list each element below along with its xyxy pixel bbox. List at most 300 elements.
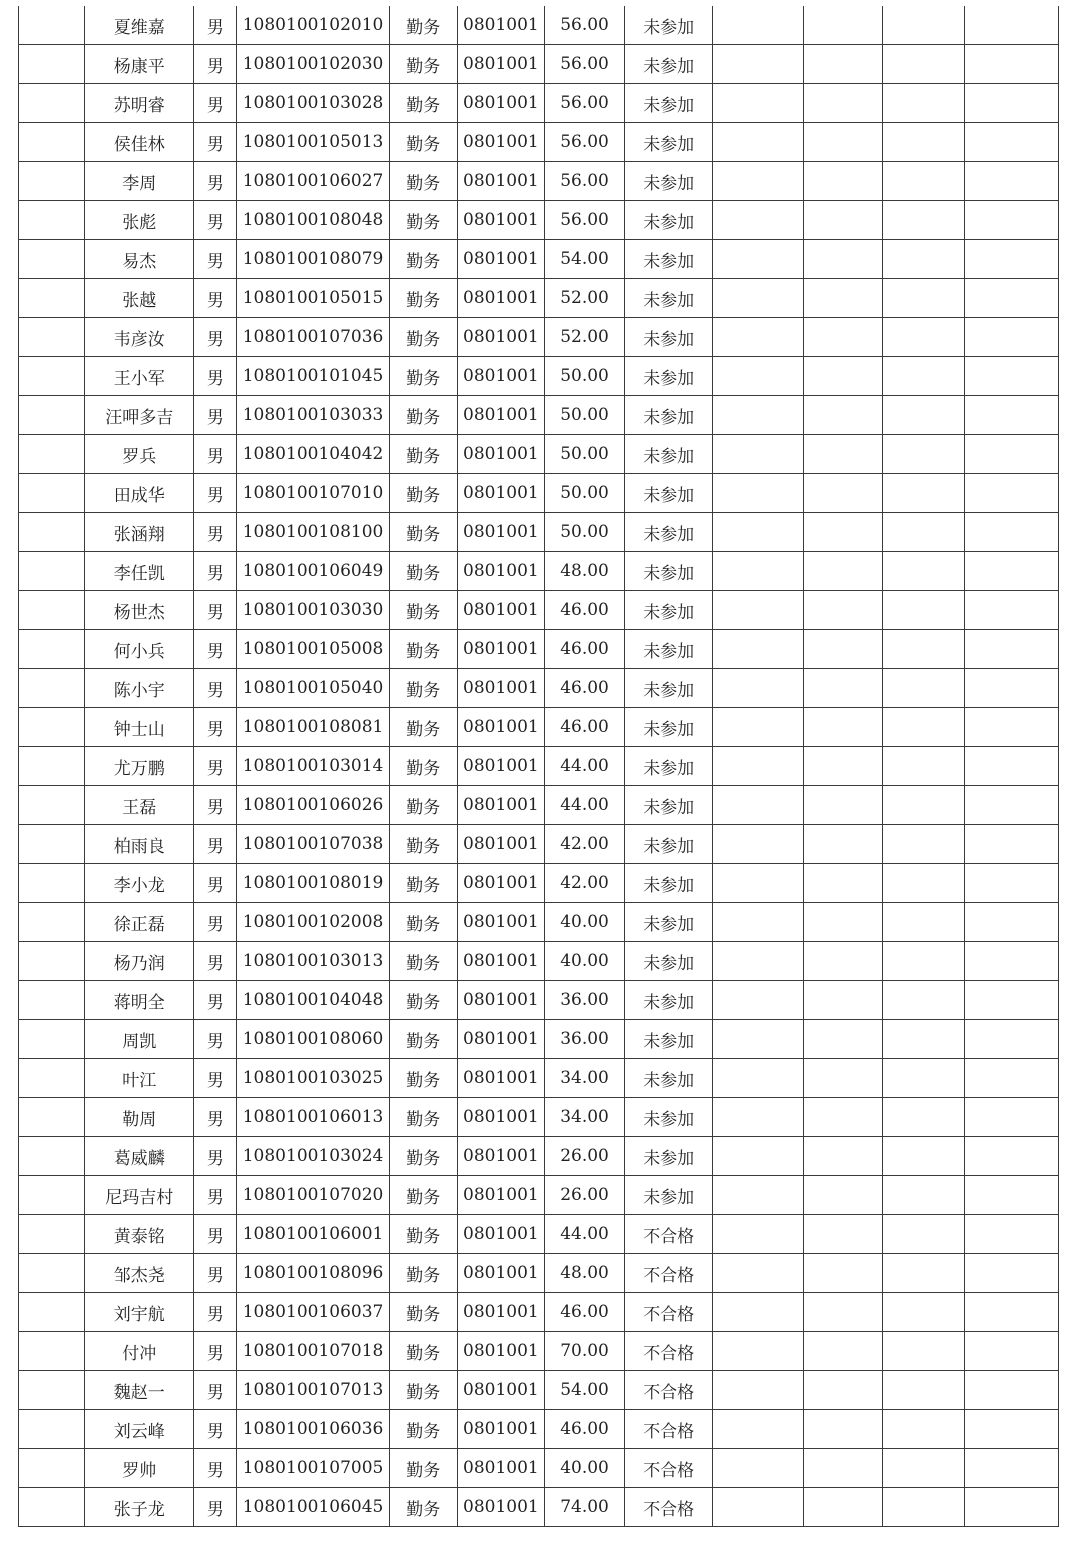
- ticket-number-cell: 1080100105015: [237, 279, 389, 318]
- table-row: [19, 669, 1059, 708]
- blank-cell: [804, 474, 882, 513]
- blank-cell: [882, 84, 964, 123]
- score-cell: 56.00: [544, 45, 624, 84]
- ticket-number-cell: 1080100102008: [237, 903, 389, 942]
- blank-cell: [804, 1137, 882, 1176]
- gender-cell: 男: [194, 318, 237, 357]
- status-cell: 未参加: [625, 162, 713, 201]
- table-row: [19, 1293, 1059, 1332]
- gender-cell: 男: [194, 84, 237, 123]
- post-code-cell: 0801001: [457, 1098, 544, 1137]
- name-cell: 李小龙: [85, 864, 194, 903]
- blank-cell: [964, 1332, 1058, 1371]
- status-cell: 未参加: [625, 1020, 713, 1059]
- gender-cell: 男: [194, 1410, 237, 1449]
- name-cell: 刘宇航: [85, 1293, 194, 1332]
- score-cell: 56.00: [544, 201, 624, 240]
- blank-cell: [713, 162, 804, 201]
- score-cell: 40.00: [544, 942, 624, 981]
- blank-cell: [882, 201, 964, 240]
- post-cell: 勤务: [389, 162, 457, 201]
- blank-cell: [964, 903, 1058, 942]
- gender-cell: 男: [194, 1332, 237, 1371]
- blank-cell: [882, 1449, 964, 1488]
- gender-cell: 男: [194, 708, 237, 747]
- post-cell: 勤务: [389, 981, 457, 1020]
- score-cell: 46.00: [544, 708, 624, 747]
- table-row: [19, 747, 1059, 786]
- post-code-cell: 0801001: [457, 1215, 544, 1254]
- blank-cell: [882, 708, 964, 747]
- status-cell: 不合格: [625, 1332, 713, 1371]
- score-cell: 40.00: [544, 903, 624, 942]
- blank-cell: [19, 318, 85, 357]
- blank-cell: [804, 1449, 882, 1488]
- gender-cell: 男: [194, 1488, 237, 1527]
- table-row: [19, 513, 1059, 552]
- score-cell: 50.00: [544, 474, 624, 513]
- score-cell: 74.00: [544, 1488, 624, 1527]
- name-cell: 罗兵: [85, 435, 194, 474]
- table-row: [19, 201, 1059, 240]
- blank-cell: [19, 1059, 85, 1098]
- gender-cell: 男: [194, 747, 237, 786]
- table-row: [19, 123, 1059, 162]
- name-cell: 张越: [85, 279, 194, 318]
- blank-cell: [882, 1098, 964, 1137]
- blank-cell: [713, 1488, 804, 1527]
- table-row: [19, 279, 1059, 318]
- status-cell: 未参加: [625, 396, 713, 435]
- gender-cell: 男: [194, 1098, 237, 1137]
- post-cell: 勤务: [389, 1332, 457, 1371]
- blank-cell: [804, 1410, 882, 1449]
- post-cell: 勤务: [389, 1137, 457, 1176]
- blank-cell: [804, 240, 882, 279]
- blank-cell: [804, 201, 882, 240]
- status-cell: 未参加: [625, 825, 713, 864]
- status-cell: 未参加: [625, 474, 713, 513]
- blank-cell: [713, 1410, 804, 1449]
- blank-cell: [882, 552, 964, 591]
- ticket-number-cell: 1080100106001: [237, 1215, 389, 1254]
- blank-cell: [713, 552, 804, 591]
- blank-cell: [19, 1137, 85, 1176]
- post-cell: 勤务: [389, 123, 457, 162]
- ticket-number-cell: 1080100103014: [237, 747, 389, 786]
- post-cell: 勤务: [389, 318, 457, 357]
- gender-cell: 男: [194, 942, 237, 981]
- blank-cell: [804, 864, 882, 903]
- table-row: [19, 630, 1059, 669]
- gender-cell: 男: [194, 123, 237, 162]
- blank-cell: [804, 1371, 882, 1410]
- gender-cell: 男: [194, 591, 237, 630]
- blank-cell: [713, 747, 804, 786]
- table-row: [19, 981, 1059, 1020]
- blank-cell: [804, 1176, 882, 1215]
- blank-cell: [882, 747, 964, 786]
- blank-cell: [804, 786, 882, 825]
- status-cell: 未参加: [625, 123, 713, 162]
- status-cell: 未参加: [625, 552, 713, 591]
- blank-cell: [713, 318, 804, 357]
- ticket-number-cell: 1080100106026: [237, 786, 389, 825]
- table-row: [19, 864, 1059, 903]
- blank-cell: [882, 1410, 964, 1449]
- table-body: [19, 6, 1059, 1527]
- post-cell: 勤务: [389, 6, 457, 45]
- ticket-number-cell: 1080100107005: [237, 1449, 389, 1488]
- blank-cell: [964, 1098, 1058, 1137]
- status-cell: 未参加: [625, 84, 713, 123]
- table-row: [19, 825, 1059, 864]
- post-code-cell: 0801001: [457, 747, 544, 786]
- post-code-cell: 0801001: [457, 708, 544, 747]
- post-cell: 勤务: [389, 396, 457, 435]
- gender-cell: 男: [194, 630, 237, 669]
- score-cell: 56.00: [544, 6, 624, 45]
- blank-cell: [882, 942, 964, 981]
- score-cell: 44.00: [544, 747, 624, 786]
- blank-cell: [19, 1332, 85, 1371]
- blank-cell: [19, 474, 85, 513]
- blank-cell: [19, 45, 85, 84]
- blank-cell: [804, 591, 882, 630]
- blank-cell: [19, 1254, 85, 1293]
- gender-cell: 男: [194, 1449, 237, 1488]
- blank-cell: [964, 1059, 1058, 1098]
- blank-cell: [19, 357, 85, 396]
- blank-cell: [713, 1449, 804, 1488]
- table-row: [19, 84, 1059, 123]
- table-row: [19, 903, 1059, 942]
- blank-cell: [19, 1371, 85, 1410]
- post-cell: 勤务: [389, 240, 457, 279]
- gender-cell: 男: [194, 1215, 237, 1254]
- ticket-number-cell: 1080100108079: [237, 240, 389, 279]
- post-code-cell: 0801001: [457, 786, 544, 825]
- post-cell: 勤务: [389, 630, 457, 669]
- name-cell: 田成华: [85, 474, 194, 513]
- ticket-number-cell: 1080100107013: [237, 1371, 389, 1410]
- ticket-number-cell: 1080100108081: [237, 708, 389, 747]
- blank-cell: [882, 1137, 964, 1176]
- post-code-cell: 0801001: [457, 318, 544, 357]
- blank-cell: [804, 279, 882, 318]
- post-code-cell: 0801001: [457, 1137, 544, 1176]
- ticket-number-cell: 1080100107020: [237, 1176, 389, 1215]
- post-code-cell: 0801001: [457, 825, 544, 864]
- post-code-cell: 0801001: [457, 240, 544, 279]
- blank-cell: [804, 84, 882, 123]
- blank-cell: [713, 669, 804, 708]
- blank-cell: [19, 1098, 85, 1137]
- ticket-number-cell: 1080100107038: [237, 825, 389, 864]
- ticket-number-cell: 1080100101045: [237, 357, 389, 396]
- blank-cell: [804, 708, 882, 747]
- blank-cell: [882, 1371, 964, 1410]
- blank-cell: [804, 357, 882, 396]
- score-cell: 52.00: [544, 318, 624, 357]
- score-cell: 34.00: [544, 1098, 624, 1137]
- table-row: [19, 786, 1059, 825]
- blank-cell: [713, 513, 804, 552]
- name-cell: 徐正磊: [85, 903, 194, 942]
- table-row: [19, 435, 1059, 474]
- blank-cell: [882, 864, 964, 903]
- gender-cell: 男: [194, 1176, 237, 1215]
- gender-cell: 男: [194, 474, 237, 513]
- gender-cell: 男: [194, 1059, 237, 1098]
- score-cell: 36.00: [544, 1020, 624, 1059]
- blank-cell: [882, 1254, 964, 1293]
- results-table: [18, 6, 1059, 1527]
- score-cell: 50.00: [544, 435, 624, 474]
- post-cell: 勤务: [389, 903, 457, 942]
- score-cell: 36.00: [544, 981, 624, 1020]
- status-cell: 不合格: [625, 1215, 713, 1254]
- blank-cell: [19, 1488, 85, 1527]
- status-cell: 不合格: [625, 1449, 713, 1488]
- blank-cell: [964, 45, 1058, 84]
- name-cell: 叶江: [85, 1059, 194, 1098]
- blank-cell: [964, 162, 1058, 201]
- blank-cell: [804, 552, 882, 591]
- blank-cell: [882, 591, 964, 630]
- name-cell: 易杰: [85, 240, 194, 279]
- post-cell: 勤务: [389, 201, 457, 240]
- blank-cell: [882, 240, 964, 279]
- post-cell: 勤务: [389, 1371, 457, 1410]
- post-cell: 勤务: [389, 513, 457, 552]
- table-row: [19, 396, 1059, 435]
- blank-cell: [964, 474, 1058, 513]
- post-code-cell: 0801001: [457, 201, 544, 240]
- table-row: [19, 1098, 1059, 1137]
- name-cell: 王磊: [85, 786, 194, 825]
- status-cell: 未参加: [625, 942, 713, 981]
- ticket-number-cell: 1080100103033: [237, 396, 389, 435]
- blank-cell: [713, 981, 804, 1020]
- blank-cell: [964, 1449, 1058, 1488]
- score-cell: 46.00: [544, 591, 624, 630]
- blank-cell: [804, 981, 882, 1020]
- table-row: [19, 1410, 1059, 1449]
- blank-cell: [964, 591, 1058, 630]
- blank-cell: [713, 279, 804, 318]
- name-cell: 张子龙: [85, 1488, 194, 1527]
- blank-cell: [713, 1176, 804, 1215]
- blank-cell: [964, 1137, 1058, 1176]
- post-code-cell: 0801001: [457, 669, 544, 708]
- name-cell: 蒋明全: [85, 981, 194, 1020]
- blank-cell: [964, 708, 1058, 747]
- gender-cell: 男: [194, 396, 237, 435]
- blank-cell: [964, 1293, 1058, 1332]
- gender-cell: 男: [194, 279, 237, 318]
- blank-cell: [713, 1059, 804, 1098]
- post-code-cell: 0801001: [457, 1254, 544, 1293]
- post-cell: 勤务: [389, 1449, 457, 1488]
- table-row: [19, 1449, 1059, 1488]
- score-cell: 46.00: [544, 1293, 624, 1332]
- blank-cell: [882, 435, 964, 474]
- gender-cell: 男: [194, 162, 237, 201]
- score-cell: 56.00: [544, 123, 624, 162]
- blank-cell: [713, 942, 804, 981]
- post-cell: 勤务: [389, 864, 457, 903]
- blank-cell: [713, 630, 804, 669]
- blank-cell: [19, 825, 85, 864]
- blank-cell: [882, 786, 964, 825]
- table-row: [19, 45, 1059, 84]
- post-code-cell: 0801001: [457, 396, 544, 435]
- blank-cell: [713, 84, 804, 123]
- post-code-cell: 0801001: [457, 162, 544, 201]
- name-cell: 李周: [85, 162, 194, 201]
- blank-cell: [713, 45, 804, 84]
- blank-cell: [713, 435, 804, 474]
- score-cell: 54.00: [544, 1371, 624, 1410]
- status-cell: 未参加: [625, 708, 713, 747]
- table-row: [19, 552, 1059, 591]
- blank-cell: [19, 513, 85, 552]
- post-code-cell: 0801001: [457, 279, 544, 318]
- gender-cell: 男: [194, 669, 237, 708]
- post-cell: 勤务: [389, 1215, 457, 1254]
- post-code-cell: 0801001: [457, 1371, 544, 1410]
- blank-cell: [964, 1215, 1058, 1254]
- post-cell: 勤务: [389, 708, 457, 747]
- status-cell: 不合格: [625, 1371, 713, 1410]
- score-cell: 26.00: [544, 1137, 624, 1176]
- post-code-cell: 0801001: [457, 1488, 544, 1527]
- post-cell: 勤务: [389, 474, 457, 513]
- blank-cell: [964, 981, 1058, 1020]
- name-cell: 王小军: [85, 357, 194, 396]
- blank-cell: [19, 708, 85, 747]
- score-cell: 48.00: [544, 1254, 624, 1293]
- post-cell: 勤务: [389, 84, 457, 123]
- blank-cell: [882, 162, 964, 201]
- name-cell: 李任凯: [85, 552, 194, 591]
- blank-cell: [804, 825, 882, 864]
- blank-cell: [804, 747, 882, 786]
- blank-cell: [804, 435, 882, 474]
- post-code-cell: 0801001: [457, 1410, 544, 1449]
- ticket-number-cell: 1080100105008: [237, 630, 389, 669]
- score-cell: 48.00: [544, 552, 624, 591]
- blank-cell: [882, 1176, 964, 1215]
- score-cell: 50.00: [544, 513, 624, 552]
- blank-cell: [19, 1410, 85, 1449]
- blank-cell: [19, 981, 85, 1020]
- ticket-number-cell: 1080100108096: [237, 1254, 389, 1293]
- status-cell: 未参加: [625, 669, 713, 708]
- gender-cell: 男: [194, 1254, 237, 1293]
- post-code-cell: 0801001: [457, 474, 544, 513]
- ticket-number-cell: 1080100105040: [237, 669, 389, 708]
- post-code-cell: 0801001: [457, 6, 544, 45]
- score-cell: 50.00: [544, 396, 624, 435]
- ticket-number-cell: 1080100106027: [237, 162, 389, 201]
- status-cell: 未参加: [625, 786, 713, 825]
- status-cell: 未参加: [625, 240, 713, 279]
- gender-cell: 男: [194, 1020, 237, 1059]
- name-cell: 柏雨良: [85, 825, 194, 864]
- ticket-number-cell: 1080100103028: [237, 84, 389, 123]
- post-cell: 勤务: [389, 786, 457, 825]
- blank-cell: [964, 669, 1058, 708]
- ticket-number-cell: 1080100103013: [237, 942, 389, 981]
- status-cell: 未参加: [625, 630, 713, 669]
- score-cell: 34.00: [544, 1059, 624, 1098]
- post-code-cell: 0801001: [457, 357, 544, 396]
- ticket-number-cell: 1080100106049: [237, 552, 389, 591]
- name-cell: 邹杰尧: [85, 1254, 194, 1293]
- blank-cell: [713, 1371, 804, 1410]
- blank-cell: [713, 786, 804, 825]
- table-row: [19, 1020, 1059, 1059]
- blank-cell: [964, 786, 1058, 825]
- blank-cell: [964, 6, 1058, 45]
- gender-cell: 男: [194, 6, 237, 45]
- blank-cell: [964, 318, 1058, 357]
- post-code-cell: 0801001: [457, 45, 544, 84]
- blank-cell: [882, 45, 964, 84]
- table-row: [19, 1488, 1059, 1527]
- table-row: [19, 1215, 1059, 1254]
- name-cell: 尤万鹏: [85, 747, 194, 786]
- name-cell: 勒周: [85, 1098, 194, 1137]
- table-row: [19, 240, 1059, 279]
- blank-cell: [882, 1293, 964, 1332]
- table-row: [19, 591, 1059, 630]
- name-cell: 刘云峰: [85, 1410, 194, 1449]
- name-cell: 张彪: [85, 201, 194, 240]
- blank-cell: [713, 474, 804, 513]
- gender-cell: 男: [194, 981, 237, 1020]
- blank-cell: [19, 396, 85, 435]
- blank-cell: [804, 630, 882, 669]
- blank-cell: [804, 513, 882, 552]
- post-code-cell: 0801001: [457, 1176, 544, 1215]
- blank-cell: [882, 1020, 964, 1059]
- name-cell: 周凯: [85, 1020, 194, 1059]
- status-cell: 不合格: [625, 1410, 713, 1449]
- post-cell: 勤务: [389, 1020, 457, 1059]
- post-cell: 勤务: [389, 552, 457, 591]
- status-cell: 未参加: [625, 435, 713, 474]
- blank-cell: [713, 1137, 804, 1176]
- post-code-cell: 0801001: [457, 1059, 544, 1098]
- post-cell: 勤务: [389, 825, 457, 864]
- gender-cell: 男: [194, 1293, 237, 1332]
- gender-cell: 男: [194, 513, 237, 552]
- blank-cell: [804, 903, 882, 942]
- table-row: [19, 474, 1059, 513]
- score-cell: 42.00: [544, 864, 624, 903]
- post-code-cell: 0801001: [457, 84, 544, 123]
- post-code-cell: 0801001: [457, 981, 544, 1020]
- status-cell: 未参加: [625, 6, 713, 45]
- name-cell: 韦彦汝: [85, 318, 194, 357]
- ticket-number-cell: 1080100106036: [237, 1410, 389, 1449]
- ticket-number-cell: 1080100104048: [237, 981, 389, 1020]
- blank-cell: [713, 1020, 804, 1059]
- post-code-cell: 0801001: [457, 1332, 544, 1371]
